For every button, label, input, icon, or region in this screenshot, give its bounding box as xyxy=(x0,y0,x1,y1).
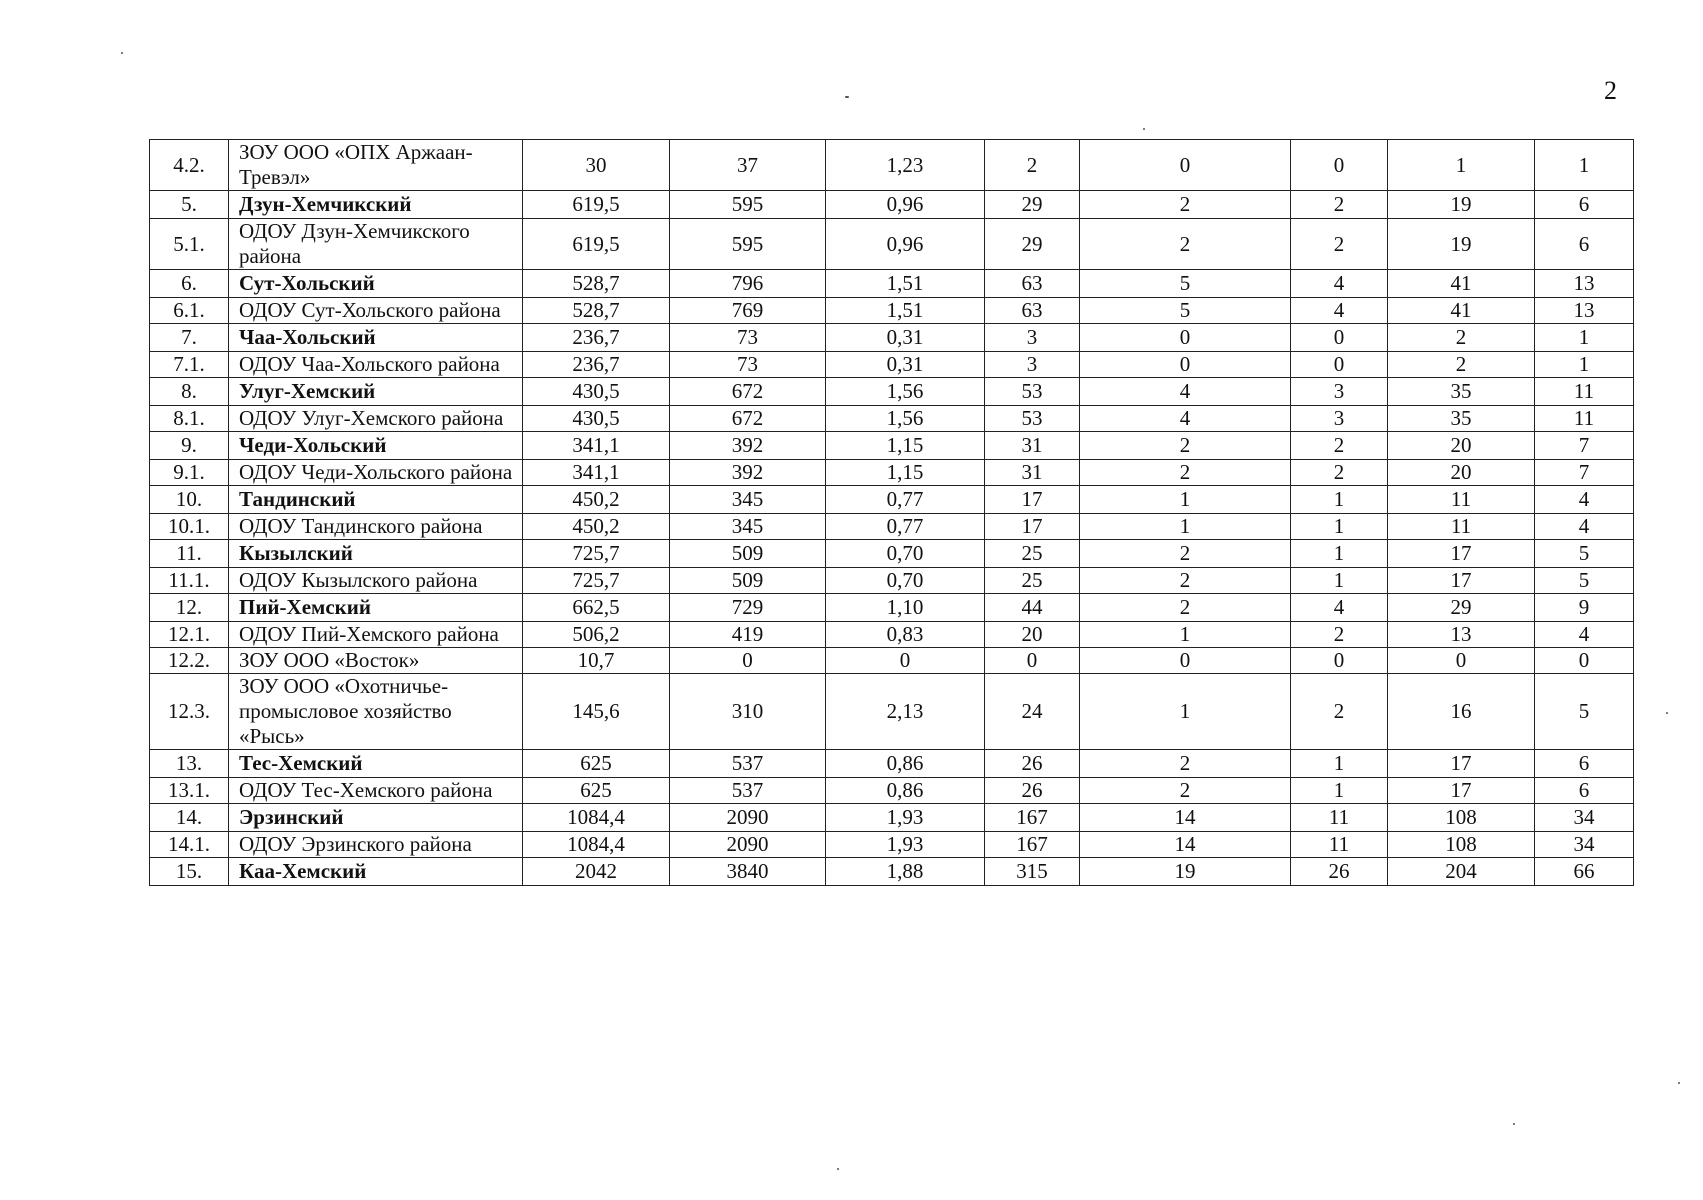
organization-name-cell: ОДОУ Эрзинского района xyxy=(229,832,523,858)
value-cell-3: 0,77 xyxy=(826,514,985,540)
row-number-cell: 14. xyxy=(150,804,229,832)
value-cell-8: 5 xyxy=(1535,540,1634,568)
data-table xyxy=(149,139,1634,886)
value-cell-5: 1 xyxy=(1080,486,1291,514)
value-cell-3: 0 xyxy=(826,648,985,674)
value-cell-1: 1084,4 xyxy=(523,832,670,858)
value-cell-3: 0,31 xyxy=(826,324,985,352)
value-cell-5: 0 xyxy=(1080,648,1291,674)
value-cell-6: 2 xyxy=(1291,432,1388,460)
value-cell-2: 672 xyxy=(670,378,826,406)
value-cell-7: 20 xyxy=(1388,460,1535,486)
table-row-district xyxy=(150,540,1634,568)
value-cell-7: 41 xyxy=(1388,298,1535,324)
value-cell-3: 0,70 xyxy=(826,568,985,594)
value-cell-3: 0,77 xyxy=(826,486,985,514)
value-cell-5: 2 xyxy=(1080,191,1291,219)
value-cell-6: 11 xyxy=(1291,832,1388,858)
table-row xyxy=(150,352,1634,378)
value-cell-7: 0 xyxy=(1388,648,1535,674)
value-cell-2: 2090 xyxy=(670,804,826,832)
value-cell-5: 2 xyxy=(1080,540,1291,568)
value-cell-5: 2 xyxy=(1080,750,1291,778)
value-cell-5: 2 xyxy=(1080,432,1291,460)
value-cell-3: 1,51 xyxy=(826,270,985,298)
organization-name-cell: Эрзинский xyxy=(229,804,523,832)
row-number-cell: 9.1. xyxy=(150,460,229,486)
value-cell-1: 619,5 xyxy=(523,219,670,270)
organization-name-cell: Кызылский xyxy=(229,540,523,568)
value-cell-1: 236,7 xyxy=(523,352,670,378)
table-row xyxy=(150,568,1634,594)
value-cell-3: 1,51 xyxy=(826,298,985,324)
organization-name-cell: ОДОУ Кызылского района xyxy=(229,568,523,594)
value-cell-7: 108 xyxy=(1388,832,1535,858)
value-cell-1: 2042 xyxy=(523,858,670,886)
organization-name-cell: Сут-Хольский xyxy=(229,270,523,298)
value-cell-6: 2 xyxy=(1291,674,1388,750)
value-cell-8: 34 xyxy=(1535,804,1634,832)
table-row xyxy=(150,460,1634,486)
value-cell-1: 725,7 xyxy=(523,568,670,594)
organization-name-cell: ОДОУ Улуг-Хемского района xyxy=(229,406,523,432)
value-cell-8: 66 xyxy=(1535,858,1634,886)
organization-name-cell: ОДОУ Чаа-Хольского района xyxy=(229,352,523,378)
organization-name-cell: ОДОУ Сут-Хольского района xyxy=(229,298,523,324)
value-cell-6: 2 xyxy=(1291,219,1388,270)
value-cell-2: 310 xyxy=(670,674,826,750)
organization-name-cell: ОДОУ Пий-Хемского района xyxy=(229,622,523,648)
scan-speck xyxy=(121,52,123,54)
value-cell-4: 24 xyxy=(985,674,1080,750)
value-cell-5: 2 xyxy=(1080,219,1291,270)
value-cell-1: 619,5 xyxy=(523,191,670,219)
value-cell-1: 506,2 xyxy=(523,622,670,648)
value-cell-1: 1084,4 xyxy=(523,804,670,832)
value-cell-6: 2 xyxy=(1291,191,1388,219)
organization-name-cell: Пий-Хемский xyxy=(229,594,523,622)
value-cell-8: 5 xyxy=(1535,674,1634,750)
value-cell-1: 236,7 xyxy=(523,324,670,352)
table-row xyxy=(150,622,1634,648)
value-cell-6: 1 xyxy=(1291,486,1388,514)
value-cell-4: 3 xyxy=(985,352,1080,378)
value-cell-7: 11 xyxy=(1388,514,1535,540)
value-cell-4: 53 xyxy=(985,378,1080,406)
table-row xyxy=(150,778,1634,804)
value-cell-5: 1 xyxy=(1080,622,1291,648)
value-cell-2: 345 xyxy=(670,514,826,540)
row-number-cell: 11. xyxy=(150,540,229,568)
value-cell-1: 30 xyxy=(523,140,670,191)
value-cell-7: 13 xyxy=(1388,622,1535,648)
value-cell-3: 1,56 xyxy=(826,378,985,406)
value-cell-8: 5 xyxy=(1535,568,1634,594)
value-cell-8: 34 xyxy=(1535,832,1634,858)
value-cell-4: 26 xyxy=(985,750,1080,778)
value-cell-8: 13 xyxy=(1535,270,1634,298)
row-number-cell: 6.1. xyxy=(150,298,229,324)
table-row xyxy=(150,832,1634,858)
row-number-cell: 7. xyxy=(150,324,229,352)
value-cell-1: 10,7 xyxy=(523,648,670,674)
row-number-cell: 14.1. xyxy=(150,832,229,858)
value-cell-2: 73 xyxy=(670,352,826,378)
row-number-cell: 13.1. xyxy=(150,778,229,804)
value-cell-2: 595 xyxy=(670,219,826,270)
value-cell-7: 35 xyxy=(1388,378,1535,406)
organization-name-cell: Каа-Хемский xyxy=(229,858,523,886)
value-cell-8: 6 xyxy=(1535,219,1634,270)
value-cell-7: 16 xyxy=(1388,674,1535,750)
scan-speck xyxy=(837,1168,839,1170)
value-cell-5: 1 xyxy=(1080,674,1291,750)
row-number-cell: 6. xyxy=(150,270,229,298)
value-cell-6: 1 xyxy=(1291,778,1388,804)
value-cell-6: 0 xyxy=(1291,648,1388,674)
value-cell-2: 672 xyxy=(670,406,826,432)
value-cell-7: 20 xyxy=(1388,432,1535,460)
value-cell-7: 19 xyxy=(1388,219,1535,270)
value-cell-3: 1,56 xyxy=(826,406,985,432)
value-cell-4: 29 xyxy=(985,219,1080,270)
scan-speck xyxy=(1513,1123,1515,1125)
value-cell-2: 2090 xyxy=(670,832,826,858)
value-cell-1: 450,2 xyxy=(523,514,670,540)
page-number: 2 xyxy=(1604,76,1617,105)
value-cell-1: 450,2 xyxy=(523,486,670,514)
value-cell-4: 0 xyxy=(985,648,1080,674)
value-cell-2: 769 xyxy=(670,298,826,324)
organization-name-cell: Тес-Хемский xyxy=(229,750,523,778)
value-cell-8: 9 xyxy=(1535,594,1634,622)
value-cell-4: 25 xyxy=(985,568,1080,594)
value-cell-5: 5 xyxy=(1080,270,1291,298)
value-cell-8: 7 xyxy=(1535,432,1634,460)
value-cell-7: 11 xyxy=(1388,486,1535,514)
value-cell-4: 167 xyxy=(985,804,1080,832)
value-cell-8: 6 xyxy=(1535,778,1634,804)
organization-name-cell: Чеди-Хольский xyxy=(229,432,523,460)
value-cell-2: 595 xyxy=(670,191,826,219)
value-cell-5: 2 xyxy=(1080,594,1291,622)
value-cell-6: 3 xyxy=(1291,378,1388,406)
organization-name-cell: ЗОУ ООО «Охотничье-промысловое хозяйство «Рысь» xyxy=(229,674,523,750)
value-cell-7: 17 xyxy=(1388,778,1535,804)
row-number-cell: 8. xyxy=(150,378,229,406)
value-cell-3: 0,31 xyxy=(826,352,985,378)
row-number-cell: 13. xyxy=(150,750,229,778)
table-row-district xyxy=(150,432,1634,460)
value-cell-5: 4 xyxy=(1080,378,1291,406)
table-row xyxy=(150,514,1634,540)
value-cell-5: 14 xyxy=(1080,804,1291,832)
value-cell-1: 430,5 xyxy=(523,406,670,432)
organization-name-cell: Чаа-Хольский xyxy=(229,324,523,352)
value-cell-2: 392 xyxy=(670,460,826,486)
row-number-cell: 12. xyxy=(150,594,229,622)
value-cell-5: 0 xyxy=(1080,324,1291,352)
value-cell-2: 796 xyxy=(670,270,826,298)
value-cell-7: 17 xyxy=(1388,750,1535,778)
value-cell-4: 29 xyxy=(985,191,1080,219)
value-cell-7: 19 xyxy=(1388,191,1535,219)
value-cell-4: 26 xyxy=(985,778,1080,804)
table-body xyxy=(150,140,1634,886)
value-cell-7: 29 xyxy=(1388,594,1535,622)
value-cell-3: 0,70 xyxy=(826,540,985,568)
value-cell-6: 3 xyxy=(1291,406,1388,432)
value-cell-6: 1 xyxy=(1291,540,1388,568)
row-number-cell: 5. xyxy=(150,191,229,219)
value-cell-3: 0,86 xyxy=(826,778,985,804)
value-cell-3: 0,83 xyxy=(826,622,985,648)
value-cell-7: 41 xyxy=(1388,270,1535,298)
value-cell-2: 3840 xyxy=(670,858,826,886)
table-row-district xyxy=(150,804,1634,832)
value-cell-6: 0 xyxy=(1291,140,1388,191)
value-cell-4: 17 xyxy=(985,514,1080,540)
table-row xyxy=(150,298,1634,324)
value-cell-3: 1,15 xyxy=(826,432,985,460)
value-cell-8: 6 xyxy=(1535,191,1634,219)
organization-name-cell: ОДОУ Тес-Хемского района xyxy=(229,778,523,804)
table-row-district xyxy=(150,750,1634,778)
value-cell-7: 35 xyxy=(1388,406,1535,432)
value-cell-7: 2 xyxy=(1388,352,1535,378)
value-cell-7: 1 xyxy=(1388,140,1535,191)
value-cell-6: 11 xyxy=(1291,804,1388,832)
value-cell-7: 204 xyxy=(1388,858,1535,886)
value-cell-4: 63 xyxy=(985,270,1080,298)
row-number-cell: 11.1. xyxy=(150,568,229,594)
value-cell-8: 7 xyxy=(1535,460,1634,486)
table-row xyxy=(150,219,1634,270)
value-cell-5: 2 xyxy=(1080,778,1291,804)
value-cell-4: 315 xyxy=(985,858,1080,886)
table-row-district xyxy=(150,594,1634,622)
value-cell-2: 729 xyxy=(670,594,826,622)
value-cell-4: 25 xyxy=(985,540,1080,568)
value-cell-2: 509 xyxy=(670,540,826,568)
scan-speck xyxy=(1666,712,1668,714)
row-number-cell: 4.2. xyxy=(150,140,229,191)
value-cell-2: 392 xyxy=(670,432,826,460)
value-cell-1: 662,5 xyxy=(523,594,670,622)
value-cell-3: 1,93 xyxy=(826,832,985,858)
table-row xyxy=(150,674,1634,750)
organization-name-cell: ОДОУ Чеди-Хольского района xyxy=(229,460,523,486)
value-cell-6: 26 xyxy=(1291,858,1388,886)
value-cell-3: 1,23 xyxy=(826,140,985,191)
value-cell-3: 1,88 xyxy=(826,858,985,886)
value-cell-6: 0 xyxy=(1291,324,1388,352)
value-cell-2: 509 xyxy=(670,568,826,594)
organization-name-cell: Тандинский xyxy=(229,486,523,514)
value-cell-4: 167 xyxy=(985,832,1080,858)
value-cell-5: 2 xyxy=(1080,568,1291,594)
table-row-district xyxy=(150,270,1634,298)
value-cell-8: 1 xyxy=(1535,352,1634,378)
value-cell-6: 2 xyxy=(1291,622,1388,648)
value-cell-2: 0 xyxy=(670,648,826,674)
row-number-cell: 10.1. xyxy=(150,514,229,540)
value-cell-3: 2,13 xyxy=(826,674,985,750)
table-row-district xyxy=(150,486,1634,514)
value-cell-1: 145,6 xyxy=(523,674,670,750)
value-cell-4: 3 xyxy=(985,324,1080,352)
value-cell-5: 0 xyxy=(1080,352,1291,378)
value-cell-5: 19 xyxy=(1080,858,1291,886)
value-cell-6: 4 xyxy=(1291,298,1388,324)
value-cell-7: 108 xyxy=(1388,804,1535,832)
organization-name-cell: ЗОУ ООО «ОПХ Аржаан-Тревэл» xyxy=(229,140,523,191)
row-number-cell: 12.2. xyxy=(150,648,229,674)
value-cell-8: 1 xyxy=(1535,324,1634,352)
table-row xyxy=(150,406,1634,432)
value-cell-1: 341,1 xyxy=(523,432,670,460)
value-cell-8: 11 xyxy=(1535,378,1634,406)
row-number-cell: 12.1. xyxy=(150,622,229,648)
value-cell-3: 1,15 xyxy=(826,460,985,486)
value-cell-4: 17 xyxy=(985,486,1080,514)
organization-name-cell: ЗОУ ООО «Восток» xyxy=(229,648,523,674)
value-cell-2: 537 xyxy=(670,778,826,804)
row-number-cell: 8.1. xyxy=(150,406,229,432)
organization-name-cell: ОДОУ Тандинского района xyxy=(229,514,523,540)
value-cell-2: 73 xyxy=(670,324,826,352)
row-number-cell: 10. xyxy=(150,486,229,514)
value-cell-8: 13 xyxy=(1535,298,1634,324)
value-cell-4: 20 xyxy=(985,622,1080,648)
value-cell-8: 6 xyxy=(1535,750,1634,778)
value-cell-3: 0,96 xyxy=(826,219,985,270)
organization-name-cell: Дзун-Хемчикский xyxy=(229,191,523,219)
table-row xyxy=(150,648,1634,674)
row-number-cell: 15. xyxy=(150,858,229,886)
row-number-cell: 9. xyxy=(150,432,229,460)
value-cell-2: 345 xyxy=(670,486,826,514)
scan-speck xyxy=(1143,128,1145,130)
value-cell-5: 14 xyxy=(1080,832,1291,858)
value-cell-8: 11 xyxy=(1535,406,1634,432)
scan-speck xyxy=(1678,1082,1680,1084)
table-row-district xyxy=(150,324,1634,352)
table-row-district xyxy=(150,191,1634,219)
value-cell-8: 0 xyxy=(1535,648,1634,674)
value-cell-5: 4 xyxy=(1080,406,1291,432)
value-cell-4: 53 xyxy=(985,406,1080,432)
value-cell-4: 31 xyxy=(985,432,1080,460)
value-cell-4: 31 xyxy=(985,460,1080,486)
organization-name-cell: ОДОУ Дзун-Хемчикского района xyxy=(229,219,523,270)
value-cell-6: 1 xyxy=(1291,750,1388,778)
value-cell-3: 0,86 xyxy=(826,750,985,778)
row-number-cell: 5.1. xyxy=(150,219,229,270)
value-cell-4: 63 xyxy=(985,298,1080,324)
value-cell-5: 1 xyxy=(1080,514,1291,540)
value-cell-8: 4 xyxy=(1535,486,1634,514)
value-cell-5: 5 xyxy=(1080,298,1291,324)
value-cell-7: 17 xyxy=(1388,540,1535,568)
value-cell-1: 430,5 xyxy=(523,378,670,406)
value-cell-1: 625 xyxy=(523,778,670,804)
value-cell-7: 2 xyxy=(1388,324,1535,352)
value-cell-5: 0 xyxy=(1080,140,1291,191)
value-cell-2: 537 xyxy=(670,750,826,778)
table-row xyxy=(150,140,1634,191)
value-cell-6: 1 xyxy=(1291,568,1388,594)
value-cell-8: 1 xyxy=(1535,140,1634,191)
value-cell-3: 1,93 xyxy=(826,804,985,832)
value-cell-6: 2 xyxy=(1291,460,1388,486)
value-cell-2: 419 xyxy=(670,622,826,648)
row-number-cell: 12.3. xyxy=(150,674,229,750)
value-cell-6: 4 xyxy=(1291,270,1388,298)
table-row-district xyxy=(150,378,1634,406)
value-cell-2: 37 xyxy=(670,140,826,191)
value-cell-1: 528,7 xyxy=(523,298,670,324)
value-cell-1: 341,1 xyxy=(523,460,670,486)
row-number-cell: 7.1. xyxy=(150,352,229,378)
value-cell-3: 1,10 xyxy=(826,594,985,622)
value-cell-1: 528,7 xyxy=(523,270,670,298)
organization-name-cell: Улуг-Хемский xyxy=(229,378,523,406)
scan-speck xyxy=(845,96,849,98)
value-cell-3: 0,96 xyxy=(826,191,985,219)
value-cell-1: 725,7 xyxy=(523,540,670,568)
value-cell-4: 44 xyxy=(985,594,1080,622)
value-cell-6: 0 xyxy=(1291,352,1388,378)
value-cell-8: 4 xyxy=(1535,514,1634,540)
value-cell-6: 1 xyxy=(1291,514,1388,540)
value-cell-6: 4 xyxy=(1291,594,1388,622)
value-cell-5: 2 xyxy=(1080,460,1291,486)
value-cell-1: 625 xyxy=(523,750,670,778)
value-cell-4: 2 xyxy=(985,140,1080,191)
value-cell-7: 17 xyxy=(1388,568,1535,594)
value-cell-8: 4 xyxy=(1535,622,1634,648)
table-row-district xyxy=(150,858,1634,886)
